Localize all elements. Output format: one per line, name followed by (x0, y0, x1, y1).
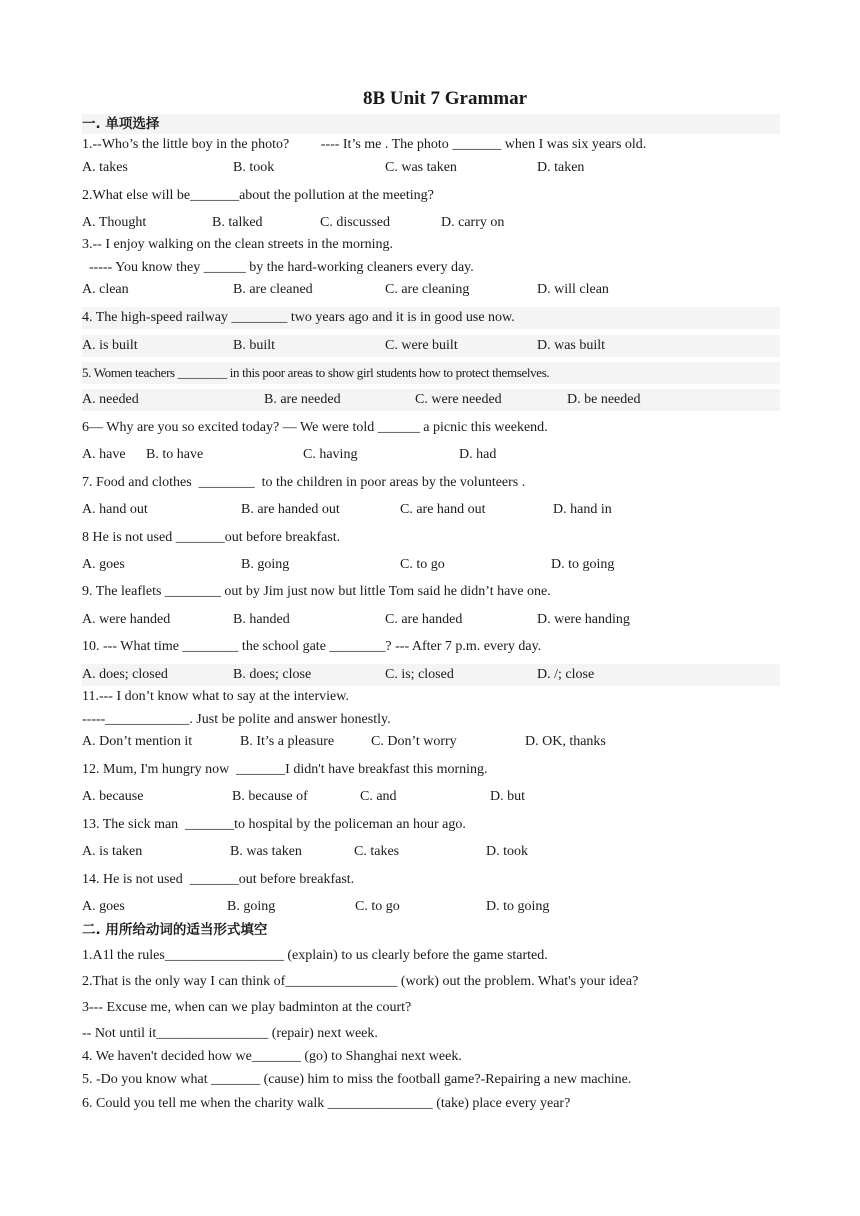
question-5-options (82, 389, 780, 411)
option-c: C. are handed (385, 612, 463, 627)
option-c: C. to go (400, 557, 445, 572)
question-7-options (82, 499, 780, 521)
fill-item: 3--- Excuse me, when can we play badminton at the court? (82, 1000, 412, 1015)
page-title: 8B Unit 7 Grammar (362, 88, 528, 109)
question-14-options (82, 896, 780, 918)
option-d: D. to going (486, 899, 550, 914)
question-3-stem-reply: ----- You know they ______ by the hard-working cleaners every day. (82, 260, 474, 275)
option-b: B. handed (233, 612, 290, 627)
option-a: A. goes (82, 899, 125, 914)
option-c: C. takes (354, 844, 400, 859)
option-d: D. be needed (567, 392, 641, 407)
option-c: C. and (360, 789, 397, 804)
option-a: A. were handed (82, 612, 171, 627)
option-c: C. is; closed (385, 667, 454, 682)
option-a: A. hand out (82, 502, 148, 517)
option-b: B. It’s a pleasure (240, 734, 335, 749)
section-heading-multiple-choice: 一. 单项选择 (82, 114, 780, 134)
fill-item: 1.A1l the rules_________________ (explain) to us clearly before the game started. (82, 948, 548, 963)
question-11-options (82, 731, 780, 753)
option-b: B. going (241, 557, 290, 572)
option-d: D. took (486, 844, 528, 859)
option-d: D. was built (537, 338, 606, 353)
question-13-stem: 13. The sick man _______to hospital by the policeman an hour ago. (82, 817, 466, 832)
option-b: B. are cleaned (233, 282, 313, 297)
option-c: C. were needed (415, 392, 502, 407)
question-13-options (82, 841, 780, 863)
question-2-stem: 2.What else will be_______about the pollution at the meeting? (82, 188, 434, 203)
question-4-options (82, 335, 780, 357)
question-1-stem: 1.--Who’s the little boy in the photo? ---- It’s me . The photo _______ when I was six years old. (82, 137, 647, 152)
option-a: A. goes (82, 557, 125, 572)
section-heading-verb-forms: 二. 用所给动词的适当形式填空 (82, 922, 268, 938)
option-c: C. was taken (385, 160, 457, 175)
option-d: D. taken (537, 160, 585, 175)
question-11-stem-reply: -----____________. Just be polite and answer honestly. (82, 712, 391, 727)
option-c: C. to go (355, 899, 400, 914)
option-c: C. Don’t worry (371, 734, 457, 749)
fill-item: 5. -Do you know what _______ (cause) him to miss the football game?-Repairing a new machine. (82, 1072, 632, 1087)
question-9-options (82, 609, 780, 631)
fill-item: 4. We haven't decided how we_______ (go) to Shanghai next week. (82, 1049, 462, 1064)
question-9-stem: 9. The leaflets ________ out by Jim just now but little Tom said he didn’t have one. (82, 584, 551, 599)
option-a: A. takes (82, 160, 128, 175)
option-d: D. /; close (537, 667, 595, 682)
option-d: D. but (490, 789, 525, 804)
option-b: B. because of (232, 789, 308, 804)
option-b: B. was taken (230, 844, 302, 859)
question-2-options (82, 212, 780, 234)
question-12-stem: 12. Mum, I'm hungry now _______I didn't have breakfast this morning. (82, 762, 488, 777)
question-6-stem: 6— Why are you so excited today? — We were told ______ a picnic this weekend. (82, 420, 548, 435)
option-d: D. had (459, 447, 497, 462)
question-6-options (82, 444, 780, 466)
option-c: C. having (303, 447, 358, 462)
question-10-stem: 10. --- What time ________ the school gate ________? --- After 7 p.m. every day. (82, 639, 542, 654)
question-14-stem: 14. He is not used _______out before breakfast. (82, 872, 355, 887)
option-a: A. have (82, 447, 126, 462)
option-a: A. Don’t mention it (82, 734, 193, 749)
question-10-options (82, 664, 780, 686)
option-c: C. are hand out (400, 502, 486, 517)
option-b: B. does; close (233, 667, 312, 682)
option-d: D. hand in (553, 502, 612, 517)
option-a: A. Thought (82, 215, 147, 230)
fill-item: 2.That is the only way I can think of________________ (work) out the problem. What's your idea? (82, 974, 639, 989)
question-7-stem: 7. Food and clothes ________ to the children in poor areas by the volunteers . (82, 475, 526, 490)
option-b: B. to have (146, 447, 204, 462)
fill-item: 6. Could you tell me when the charity walk _______________ (take) place every year? (82, 1096, 571, 1111)
option-a: A. needed (82, 392, 139, 407)
option-a: A. because (82, 789, 144, 804)
option-d: D. carry on (441, 215, 505, 230)
option-b: B. are handed out (241, 502, 340, 517)
question-3-stem: 3.-- I enjoy walking on the clean streets in the morning. (82, 237, 394, 252)
question-8-stem: 8 He is not used _______out before breakfast. (82, 530, 341, 545)
option-d: D. to going (551, 557, 615, 572)
option-b: B. took (233, 160, 275, 175)
question-1-options (82, 157, 780, 179)
option-b: B. built (233, 338, 276, 353)
option-c: C. discussed (320, 215, 390, 230)
question-11-stem: 11.--- I don’t know what to say at the interview. (82, 689, 349, 704)
option-a: A. is taken (82, 844, 143, 859)
option-b: B. talked (212, 215, 263, 230)
option-a: A. does; closed (82, 667, 168, 682)
option-d: D. will clean (537, 282, 609, 297)
option-a: A. is built (82, 338, 138, 353)
option-a: A. clean (82, 282, 129, 297)
option-d: D. were handing (537, 612, 630, 627)
question-8-options (82, 554, 780, 576)
option-c: C. were built (385, 338, 458, 353)
question-12-options (82, 786, 780, 808)
option-d: D. OK, thanks (525, 734, 606, 749)
question-4-stem: 4. The high-speed railway ________ two years ago and it is in good use now. (82, 307, 780, 329)
fill-item: -- Not until it________________ (repair) next week. (82, 1026, 378, 1041)
option-b: B. are needed (264, 392, 341, 407)
question-5-stem: 5. Women teachers ________ in this poor areas to show girl students how to protect themselves. (82, 362, 780, 384)
question-3-options (82, 279, 780, 301)
option-c: C. are cleaning (385, 282, 470, 297)
option-b: B. going (227, 899, 276, 914)
